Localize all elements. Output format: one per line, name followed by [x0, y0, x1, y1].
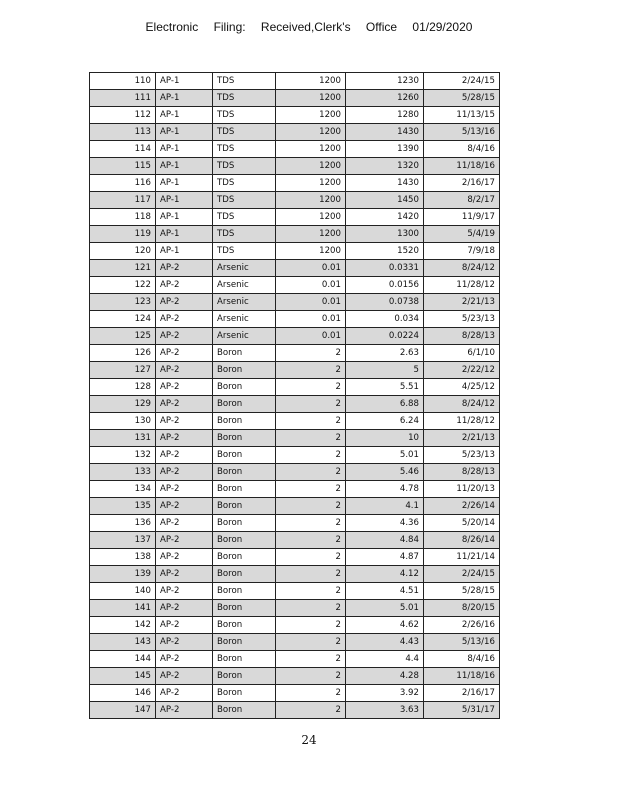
row-number-cell: 127 — [90, 362, 156, 379]
standard-cell: 1200 — [276, 90, 346, 107]
date-cell: 2/24/15 — [424, 566, 500, 583]
unit-cell: AP-1 — [156, 226, 213, 243]
unit-cell: AP-1 — [156, 158, 213, 175]
table-row — [90, 617, 500, 634]
unit-cell: AP-1 — [156, 90, 213, 107]
standard-cell: 2 — [276, 413, 346, 430]
result-cell: 4.43 — [346, 634, 424, 651]
row-number-cell: 145 — [90, 668, 156, 685]
parameter-cell: Arsenic — [213, 277, 276, 294]
date-cell: 8/20/15 — [424, 600, 500, 617]
result-cell: 10 — [346, 430, 424, 447]
unit-cell: AP-1 — [156, 141, 213, 158]
unit-cell: AP-2 — [156, 685, 213, 702]
unit-cell: AP-2 — [156, 328, 213, 345]
date-cell: 11/28/12 — [424, 413, 500, 430]
standard-cell: 2 — [276, 532, 346, 549]
row-number-cell: 116 — [90, 175, 156, 192]
parameter-cell: TDS — [213, 158, 276, 175]
result-cell: 3.63 — [346, 702, 424, 719]
standard-cell: 1200 — [276, 124, 346, 141]
table-row — [90, 294, 500, 311]
parameter-cell: Boron — [213, 549, 276, 566]
result-cell: 4.36 — [346, 515, 424, 532]
result-cell: 0.0156 — [346, 277, 424, 294]
parameter-cell: TDS — [213, 175, 276, 192]
table-row — [90, 566, 500, 583]
parameter-cell: Boron — [213, 515, 276, 532]
parameter-cell: Boron — [213, 532, 276, 549]
date-cell: 8/4/16 — [424, 141, 500, 158]
header-office: Office — [365, 20, 398, 34]
result-cell: 4.1 — [346, 498, 424, 515]
parameter-cell: Arsenic — [213, 328, 276, 345]
unit-cell: AP-2 — [156, 277, 213, 294]
table-row — [90, 345, 500, 362]
date-cell: 2/16/17 — [424, 175, 500, 192]
table-row — [90, 362, 500, 379]
standard-cell: 0.01 — [276, 294, 346, 311]
table-row — [90, 175, 500, 192]
unit-cell: AP-1 — [156, 124, 213, 141]
date-cell: 2/22/12 — [424, 362, 500, 379]
monitoring-data-table — [89, 72, 500, 719]
result-cell: 1430 — [346, 175, 424, 192]
date-cell: 2/26/16 — [424, 617, 500, 634]
standard-cell: 1200 — [276, 209, 346, 226]
standard-cell: 2 — [276, 634, 346, 651]
date-cell: 5/23/13 — [424, 311, 500, 328]
unit-cell: AP-2 — [156, 379, 213, 396]
date-cell: 2/21/13 — [424, 430, 500, 447]
date-cell: 8/28/13 — [424, 464, 500, 481]
parameter-cell: Boron — [213, 634, 276, 651]
unit-cell: AP-1 — [156, 243, 213, 260]
standard-cell: 2 — [276, 685, 346, 702]
table-row — [90, 481, 500, 498]
parameter-cell: Boron — [213, 345, 276, 362]
standard-cell: 0.01 — [276, 277, 346, 294]
date-cell: 5/23/13 — [424, 447, 500, 464]
date-cell: 5/28/15 — [424, 583, 500, 600]
date-cell: 8/4/16 — [424, 651, 500, 668]
row-number-cell: 131 — [90, 430, 156, 447]
unit-cell: AP-2 — [156, 498, 213, 515]
result-cell: 4.62 — [346, 617, 424, 634]
result-cell: 4.4 — [346, 651, 424, 668]
table-row — [90, 651, 500, 668]
table-row — [90, 447, 500, 464]
parameter-cell: TDS — [213, 107, 276, 124]
row-number-cell: 120 — [90, 243, 156, 260]
standard-cell: 1200 — [276, 192, 346, 209]
standard-cell: 2 — [276, 379, 346, 396]
parameter-cell: Boron — [213, 617, 276, 634]
standard-cell: 1200 — [276, 73, 346, 90]
row-number-cell: 126 — [90, 345, 156, 362]
standard-cell: 2 — [276, 651, 346, 668]
result-cell: 6.24 — [346, 413, 424, 430]
result-cell: 4.51 — [346, 583, 424, 600]
row-number-cell: 129 — [90, 396, 156, 413]
row-number-cell: 146 — [90, 685, 156, 702]
standard-cell: 2 — [276, 600, 346, 617]
row-number-cell: 141 — [90, 600, 156, 617]
result-cell: 1280 — [346, 107, 424, 124]
unit-cell: AP-2 — [156, 260, 213, 277]
date-cell: 2/16/17 — [424, 685, 500, 702]
row-number-cell: 135 — [90, 498, 156, 515]
table-row — [90, 430, 500, 447]
table-row — [90, 515, 500, 532]
table-row — [90, 226, 500, 243]
table-row — [90, 260, 500, 277]
date-cell: 5/20/14 — [424, 515, 500, 532]
standard-cell: 2 — [276, 481, 346, 498]
row-number-cell: 130 — [90, 413, 156, 430]
parameter-cell: Boron — [213, 566, 276, 583]
result-cell: 4.87 — [346, 549, 424, 566]
date-cell: 6/1/10 — [424, 345, 500, 362]
result-cell: 5.46 — [346, 464, 424, 481]
table-row — [90, 311, 500, 328]
standard-cell: 1200 — [276, 107, 346, 124]
table-row — [90, 685, 500, 702]
date-cell: 11/18/16 — [424, 668, 500, 685]
result-cell: 4.84 — [346, 532, 424, 549]
row-number-cell: 122 — [90, 277, 156, 294]
row-number-cell: 112 — [90, 107, 156, 124]
row-number-cell: 137 — [90, 532, 156, 549]
standard-cell: 1200 — [276, 175, 346, 192]
standard-cell: 2 — [276, 498, 346, 515]
date-cell: 5/13/16 — [424, 124, 500, 141]
date-cell: 8/24/12 — [424, 260, 500, 277]
unit-cell: AP-2 — [156, 430, 213, 447]
unit-cell: AP-2 — [156, 583, 213, 600]
unit-cell: AP-2 — [156, 532, 213, 549]
date-cell: 11/20/13 — [424, 481, 500, 498]
parameter-cell: Boron — [213, 362, 276, 379]
date-cell: 11/13/15 — [424, 107, 500, 124]
date-cell: 5/28/15 — [424, 90, 500, 107]
date-cell: 11/9/17 — [424, 209, 500, 226]
standard-cell: 0.01 — [276, 328, 346, 345]
result-cell: 4.78 — [346, 481, 424, 498]
row-number-cell: 134 — [90, 481, 156, 498]
standard-cell: 2 — [276, 617, 346, 634]
standard-cell: 2 — [276, 345, 346, 362]
row-number-cell: 138 — [90, 549, 156, 566]
table-row — [90, 702, 500, 719]
unit-cell: AP-2 — [156, 362, 213, 379]
table-row — [90, 209, 500, 226]
parameter-cell: TDS — [213, 90, 276, 107]
unit-cell: AP-1 — [156, 73, 213, 90]
parameter-cell: Boron — [213, 685, 276, 702]
result-cell: 1450 — [346, 192, 424, 209]
row-number-cell: 132 — [90, 447, 156, 464]
parameter-cell: Boron — [213, 583, 276, 600]
header-received-clerks: Received,Clerk's — [260, 20, 351, 34]
row-number-cell: 115 — [90, 158, 156, 175]
row-number-cell: 128 — [90, 379, 156, 396]
unit-cell: AP-1 — [156, 192, 213, 209]
unit-cell: AP-2 — [156, 515, 213, 532]
result-cell: 2.63 — [346, 345, 424, 362]
parameter-cell: Boron — [213, 651, 276, 668]
result-cell: 5.01 — [346, 447, 424, 464]
row-number-cell: 118 — [90, 209, 156, 226]
result-cell: 1320 — [346, 158, 424, 175]
parameter-cell: Boron — [213, 379, 276, 396]
date-cell: 8/2/17 — [424, 192, 500, 209]
row-number-cell: 117 — [90, 192, 156, 209]
parameter-cell: TDS — [213, 243, 276, 260]
unit-cell: AP-2 — [156, 481, 213, 498]
result-cell: 1300 — [346, 226, 424, 243]
row-number-cell: 143 — [90, 634, 156, 651]
table-row — [90, 90, 500, 107]
result-cell: 1430 — [346, 124, 424, 141]
result-cell: 4.28 — [346, 668, 424, 685]
standard-cell: 2 — [276, 447, 346, 464]
parameter-cell: Boron — [213, 498, 276, 515]
table-row — [90, 583, 500, 600]
table-row — [90, 158, 500, 175]
row-number-cell: 111 — [90, 90, 156, 107]
result-cell: 5.01 — [346, 600, 424, 617]
table-row — [90, 498, 500, 515]
table-row — [90, 243, 500, 260]
parameter-cell: TDS — [213, 73, 276, 90]
unit-cell: AP-1 — [156, 107, 213, 124]
unit-cell: AP-2 — [156, 668, 213, 685]
row-number-cell: 144 — [90, 651, 156, 668]
date-cell: 7/9/18 — [424, 243, 500, 260]
unit-cell: AP-2 — [156, 447, 213, 464]
header-date: 01/29/2020 — [412, 20, 473, 34]
standard-cell: 2 — [276, 464, 346, 481]
parameter-cell: Boron — [213, 464, 276, 481]
row-number-cell: 114 — [90, 141, 156, 158]
row-number-cell: 110 — [90, 73, 156, 90]
table-row — [90, 277, 500, 294]
standard-cell: 0.01 — [276, 260, 346, 277]
parameter-cell: TDS — [213, 124, 276, 141]
standard-cell: 1200 — [276, 141, 346, 158]
row-number-cell: 136 — [90, 515, 156, 532]
table-row — [90, 124, 500, 141]
table-row — [90, 532, 500, 549]
table-row — [90, 328, 500, 345]
unit-cell: AP-2 — [156, 345, 213, 362]
standard-cell: 2 — [276, 668, 346, 685]
row-number-cell: 140 — [90, 583, 156, 600]
standard-cell: 2 — [276, 583, 346, 600]
row-number-cell: 139 — [90, 566, 156, 583]
result-cell: 1420 — [346, 209, 424, 226]
table-row — [90, 413, 500, 430]
table-row — [90, 668, 500, 685]
parameter-cell: Boron — [213, 702, 276, 719]
table-row — [90, 192, 500, 209]
row-number-cell: 121 — [90, 260, 156, 277]
row-number-cell: 113 — [90, 124, 156, 141]
table-row — [90, 73, 500, 90]
table-row — [90, 141, 500, 158]
date-cell: 5/4/19 — [424, 226, 500, 243]
table-row — [90, 600, 500, 617]
result-cell: 0.034 — [346, 311, 424, 328]
parameter-cell: Boron — [213, 413, 276, 430]
result-cell: 0.0738 — [346, 294, 424, 311]
unit-cell: AP-2 — [156, 600, 213, 617]
parameter-cell: TDS — [213, 141, 276, 158]
filing-header — [0, 20, 618, 34]
unit-cell: AP-2 — [156, 651, 213, 668]
result-cell: 5 — [346, 362, 424, 379]
date-cell: 2/21/13 — [424, 294, 500, 311]
row-number-cell: 147 — [90, 702, 156, 719]
unit-cell: AP-2 — [156, 464, 213, 481]
result-cell: 5.51 — [346, 379, 424, 396]
table-row — [90, 396, 500, 413]
table-row — [90, 107, 500, 124]
unit-cell: AP-2 — [156, 634, 213, 651]
date-cell: 5/31/17 — [424, 702, 500, 719]
header-electronic: Electronic — [145, 20, 199, 34]
standard-cell: 2 — [276, 549, 346, 566]
row-number-cell: 125 — [90, 328, 156, 345]
table-row — [90, 464, 500, 481]
page-number: 24 — [301, 733, 317, 747]
parameter-cell: Boron — [213, 668, 276, 685]
parameter-cell: Boron — [213, 447, 276, 464]
parameter-cell: Boron — [213, 481, 276, 498]
parameter-cell: Boron — [213, 600, 276, 617]
result-cell: 1520 — [346, 243, 424, 260]
unit-cell: AP-1 — [156, 209, 213, 226]
parameter-cell: Arsenic — [213, 294, 276, 311]
unit-cell: AP-2 — [156, 413, 213, 430]
row-number-cell: 119 — [90, 226, 156, 243]
result-cell: 1260 — [346, 90, 424, 107]
unit-cell: AP-2 — [156, 294, 213, 311]
date-cell: 8/24/12 — [424, 396, 500, 413]
unit-cell: AP-2 — [156, 396, 213, 413]
standard-cell: 2 — [276, 702, 346, 719]
date-cell: 8/26/14 — [424, 532, 500, 549]
parameter-cell: Boron — [213, 396, 276, 413]
date-cell: 11/21/14 — [424, 549, 500, 566]
standard-cell: 1200 — [276, 243, 346, 260]
date-cell: 11/28/12 — [424, 277, 500, 294]
unit-cell: AP-2 — [156, 311, 213, 328]
unit-cell: AP-1 — [156, 175, 213, 192]
unit-cell: AP-2 — [156, 549, 213, 566]
standard-cell: 1200 — [276, 158, 346, 175]
table-body — [90, 73, 500, 719]
result-cell: 0.0331 — [346, 260, 424, 277]
table-row — [90, 634, 500, 651]
standard-cell: 2 — [276, 566, 346, 583]
parameter-cell: TDS — [213, 209, 276, 226]
standard-cell: 2 — [276, 396, 346, 413]
result-cell: 1390 — [346, 141, 424, 158]
unit-cell: AP-2 — [156, 566, 213, 583]
unit-cell: AP-2 — [156, 702, 213, 719]
table-row — [90, 549, 500, 566]
row-number-cell: 124 — [90, 311, 156, 328]
parameter-cell: TDS — [213, 192, 276, 209]
parameter-cell: TDS — [213, 226, 276, 243]
result-cell: 4.12 — [346, 566, 424, 583]
date-cell: 2/24/15 — [424, 73, 500, 90]
result-cell: 0.0224 — [346, 328, 424, 345]
date-cell: 5/13/16 — [424, 634, 500, 651]
row-number-cell: 123 — [90, 294, 156, 311]
result-cell: 1230 — [346, 73, 424, 90]
parameter-cell: Arsenic — [213, 311, 276, 328]
result-cell: 3.92 — [346, 685, 424, 702]
date-cell: 8/28/13 — [424, 328, 500, 345]
date-cell: 4/25/12 — [424, 379, 500, 396]
parameter-cell: Boron — [213, 430, 276, 447]
header-filing: Filing: — [213, 20, 246, 34]
row-number-cell: 133 — [90, 464, 156, 481]
standard-cell: 2 — [276, 515, 346, 532]
date-cell: 11/18/16 — [424, 158, 500, 175]
standard-cell: 1200 — [276, 226, 346, 243]
row-number-cell: 142 — [90, 617, 156, 634]
unit-cell: AP-2 — [156, 617, 213, 634]
result-cell: 6.88 — [346, 396, 424, 413]
parameter-cell: Arsenic — [213, 260, 276, 277]
standard-cell: 2 — [276, 362, 346, 379]
date-cell: 2/26/14 — [424, 498, 500, 515]
standard-cell: 0.01 — [276, 311, 346, 328]
standard-cell: 2 — [276, 430, 346, 447]
table-row — [90, 379, 500, 396]
